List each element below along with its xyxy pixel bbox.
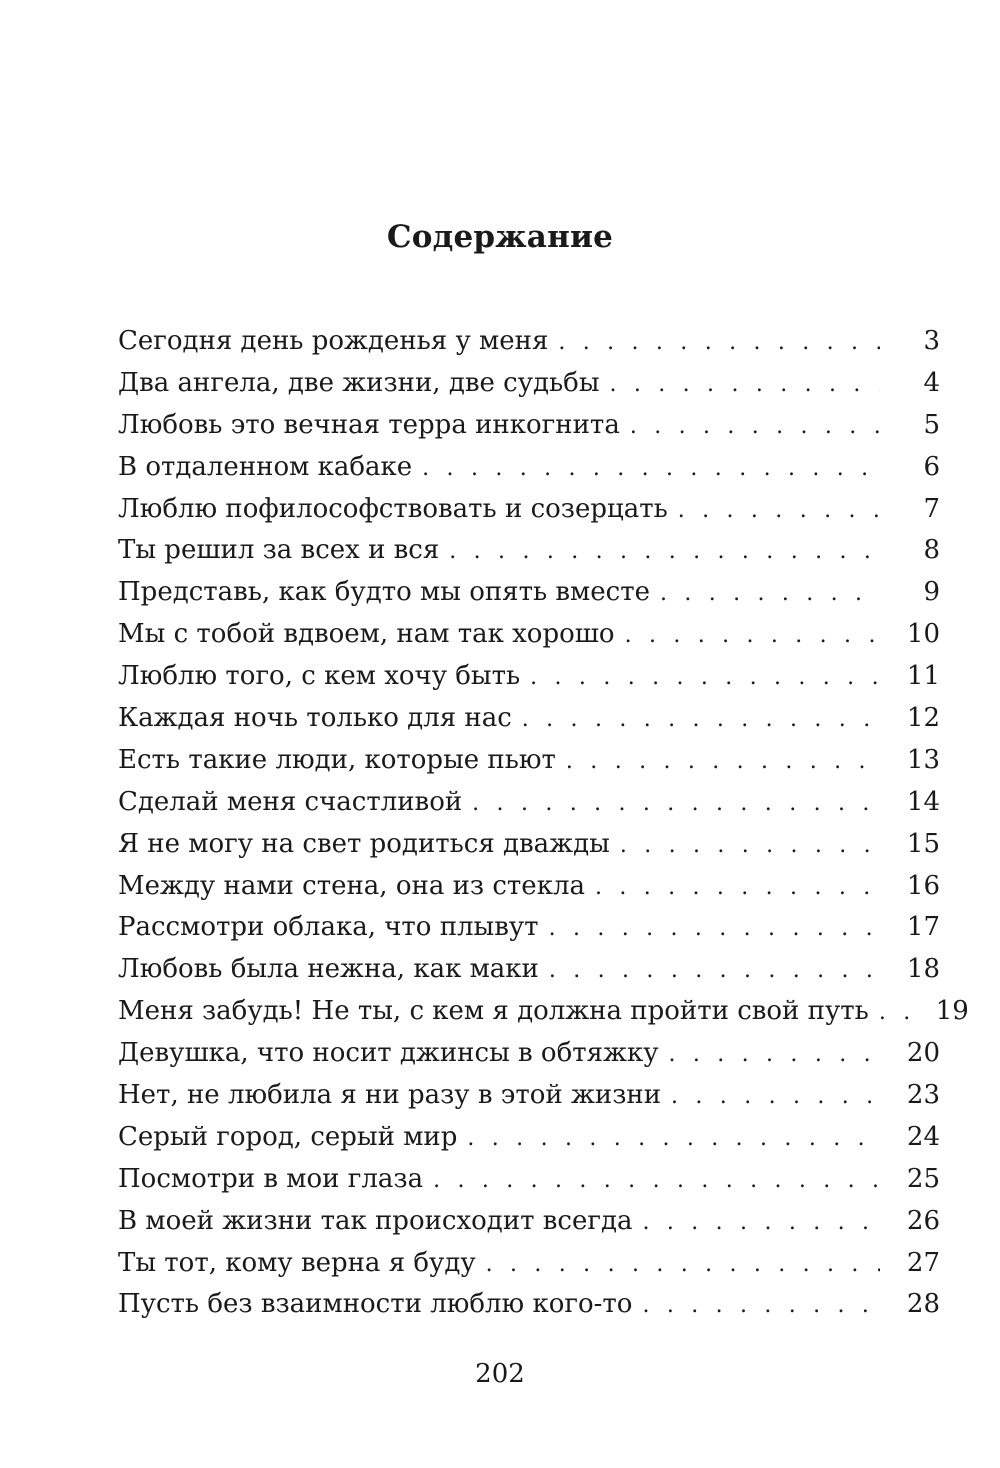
toc-entry-title: Пусть без взаимности люблю кого-то: [118, 1289, 633, 1320]
dot-leader: [669, 1034, 881, 1076]
toc-entry-title: Люблю того, с кем хочу быть: [118, 661, 521, 692]
toc-entry-title: Ты тот, кому верна я буду: [118, 1247, 476, 1278]
toc-entry[interactable]: [118, 530, 940, 572]
dot-leader: [625, 615, 880, 657]
dot-leader: [660, 573, 880, 615]
toc-entry-title: Меня забудь! Не ты, с кем я должна пройти свой путь: [118, 996, 869, 1027]
toc-entry-page: 15: [906, 828, 940, 859]
toc-entry-page: 18: [906, 954, 940, 985]
toc-entry[interactable]: [118, 824, 940, 866]
toc-entry-title: Серый город, серый мир: [118, 1121, 458, 1152]
toc-entry-page: 13: [906, 744, 940, 775]
toc-entry-title: Люблю пофилософствовать и созерцать: [118, 493, 668, 524]
toc-entry-title: В моей жизни так происходит всегда: [118, 1205, 633, 1236]
dot-leader: [610, 364, 880, 406]
toc-entry-title: Есть такие люди, которые пьют: [118, 744, 556, 775]
toc-entry[interactable]: [118, 740, 940, 782]
dot-leader: [678, 490, 880, 532]
toc-entry-page: 10: [906, 619, 940, 650]
toc-entry[interactable]: [118, 321, 940, 363]
toc-entry-page: 24: [906, 1121, 940, 1152]
toc-entry[interactable]: [118, 1284, 940, 1326]
toc-entry-page: 6: [923, 451, 940, 482]
table-of-contents: [118, 321, 969, 1326]
toc-entry-page: 20: [906, 1038, 940, 1069]
toc-entry-title: Любовь была нежна, как маки: [118, 954, 539, 985]
toc-entry-title: Между нами стена, она из стекла: [118, 870, 585, 901]
toc-entry[interactable]: [118, 1159, 940, 1201]
toc-entry[interactable]: [118, 489, 940, 531]
toc-entry-title: Посмотри в мои глаза: [118, 1163, 424, 1194]
toc-entry-page: 7: [923, 493, 940, 524]
toc-entry-page: 26: [906, 1205, 940, 1236]
toc-entry[interactable]: [118, 1033, 940, 1075]
toc-entry-title: Рассмотри облака, что плывут: [118, 912, 539, 943]
toc-entry-page: 3: [923, 326, 940, 356]
toc-entry-title: Сделай меня счастливой: [118, 786, 463, 817]
page-title: Содержание: [386, 219, 614, 255]
toc-entry[interactable]: [118, 1075, 940, 1117]
toc-entry[interactable]: [118, 1243, 940, 1285]
dot-leader: [522, 699, 880, 741]
toc-entry-page: 14: [906, 786, 940, 817]
toc-entry-page: 23: [906, 1080, 940, 1111]
toc-entry[interactable]: [118, 866, 940, 908]
dot-leader: [422, 448, 880, 490]
toc-entry-title: Нет, не любила я ни разу в этой жизни: [118, 1080, 662, 1111]
dot-leader: [549, 908, 880, 950]
toc-entry[interactable]: [118, 447, 940, 489]
toc-entry[interactable]: [118, 1117, 940, 1159]
dot-leader: [486, 1244, 880, 1286]
toc-entry[interactable]: [118, 405, 940, 447]
dot-leader: [558, 322, 880, 364]
dot-leader: [467, 1118, 880, 1160]
dot-leader: [530, 657, 880, 699]
toc-entry-page: 12: [906, 703, 940, 734]
toc-entry-page: 8: [923, 535, 940, 566]
toc-entry-page: 5: [923, 409, 940, 440]
toc-entry-page: 27: [906, 1247, 940, 1278]
toc-entry-title: Девушка, что носит джинсы в обтяжку: [118, 1038, 659, 1069]
dot-leader: [449, 531, 880, 573]
dot-leader: [642, 1285, 880, 1327]
toc-entry[interactable]: [118, 907, 940, 949]
toc-entry[interactable]: [118, 698, 940, 740]
toc-entry-page: 16: [906, 870, 940, 901]
dot-leader: [595, 867, 880, 909]
toc-entry-page: 9: [923, 577, 940, 608]
dot-leader: [630, 406, 880, 448]
toc-entry-title: Мы с тобой вдвоем, нам так хорошо: [118, 619, 615, 650]
toc-entry-page: 19: [935, 996, 969, 1027]
toc-entry-title: Я не могу на свет родиться дважды: [118, 828, 610, 859]
dot-leader: [879, 992, 909, 1034]
toc-entry-title: Представь, как будто мы опять вместе: [118, 577, 650, 608]
page-number: 202: [475, 1359, 525, 1389]
toc-entry-page: 4: [923, 367, 940, 398]
dot-leader: [433, 1160, 880, 1202]
toc-entry-title: Два ангела, две жизни, две судьбы: [118, 367, 600, 398]
toc-entry[interactable]: [118, 782, 940, 824]
toc-entry-page: 28: [906, 1289, 940, 1320]
dot-leader: [620, 825, 880, 867]
toc-entry-title: Любовь это вечная терра инкогнита: [118, 409, 620, 440]
dot-leader: [643, 1202, 880, 1244]
toc-entry-page: 11: [906, 661, 940, 692]
toc-entry-title: Сегодня день рожденья у меня: [118, 326, 549, 356]
toc-entry[interactable]: [118, 949, 940, 991]
toc-entry[interactable]: [118, 572, 940, 614]
toc-entry-title: Каждая ночь только для нас: [118, 703, 512, 734]
toc-entry-page: 17: [906, 912, 940, 943]
toc-entry[interactable]: [118, 363, 940, 405]
toc-entry-page: 25: [906, 1163, 940, 1194]
toc-entry[interactable]: [118, 614, 940, 656]
toc-entry[interactable]: [118, 991, 969, 1033]
dot-leader: [671, 1076, 880, 1118]
toc-entry-title: В отдаленном кабаке: [118, 451, 413, 482]
dot-leader: [549, 950, 880, 992]
toc-entry[interactable]: [118, 656, 940, 698]
toc-entry[interactable]: [118, 1201, 940, 1243]
dot-leader: [472, 783, 880, 825]
dot-leader: [566, 741, 880, 783]
toc-entry-title: Ты решил за всех и вся: [118, 535, 440, 566]
